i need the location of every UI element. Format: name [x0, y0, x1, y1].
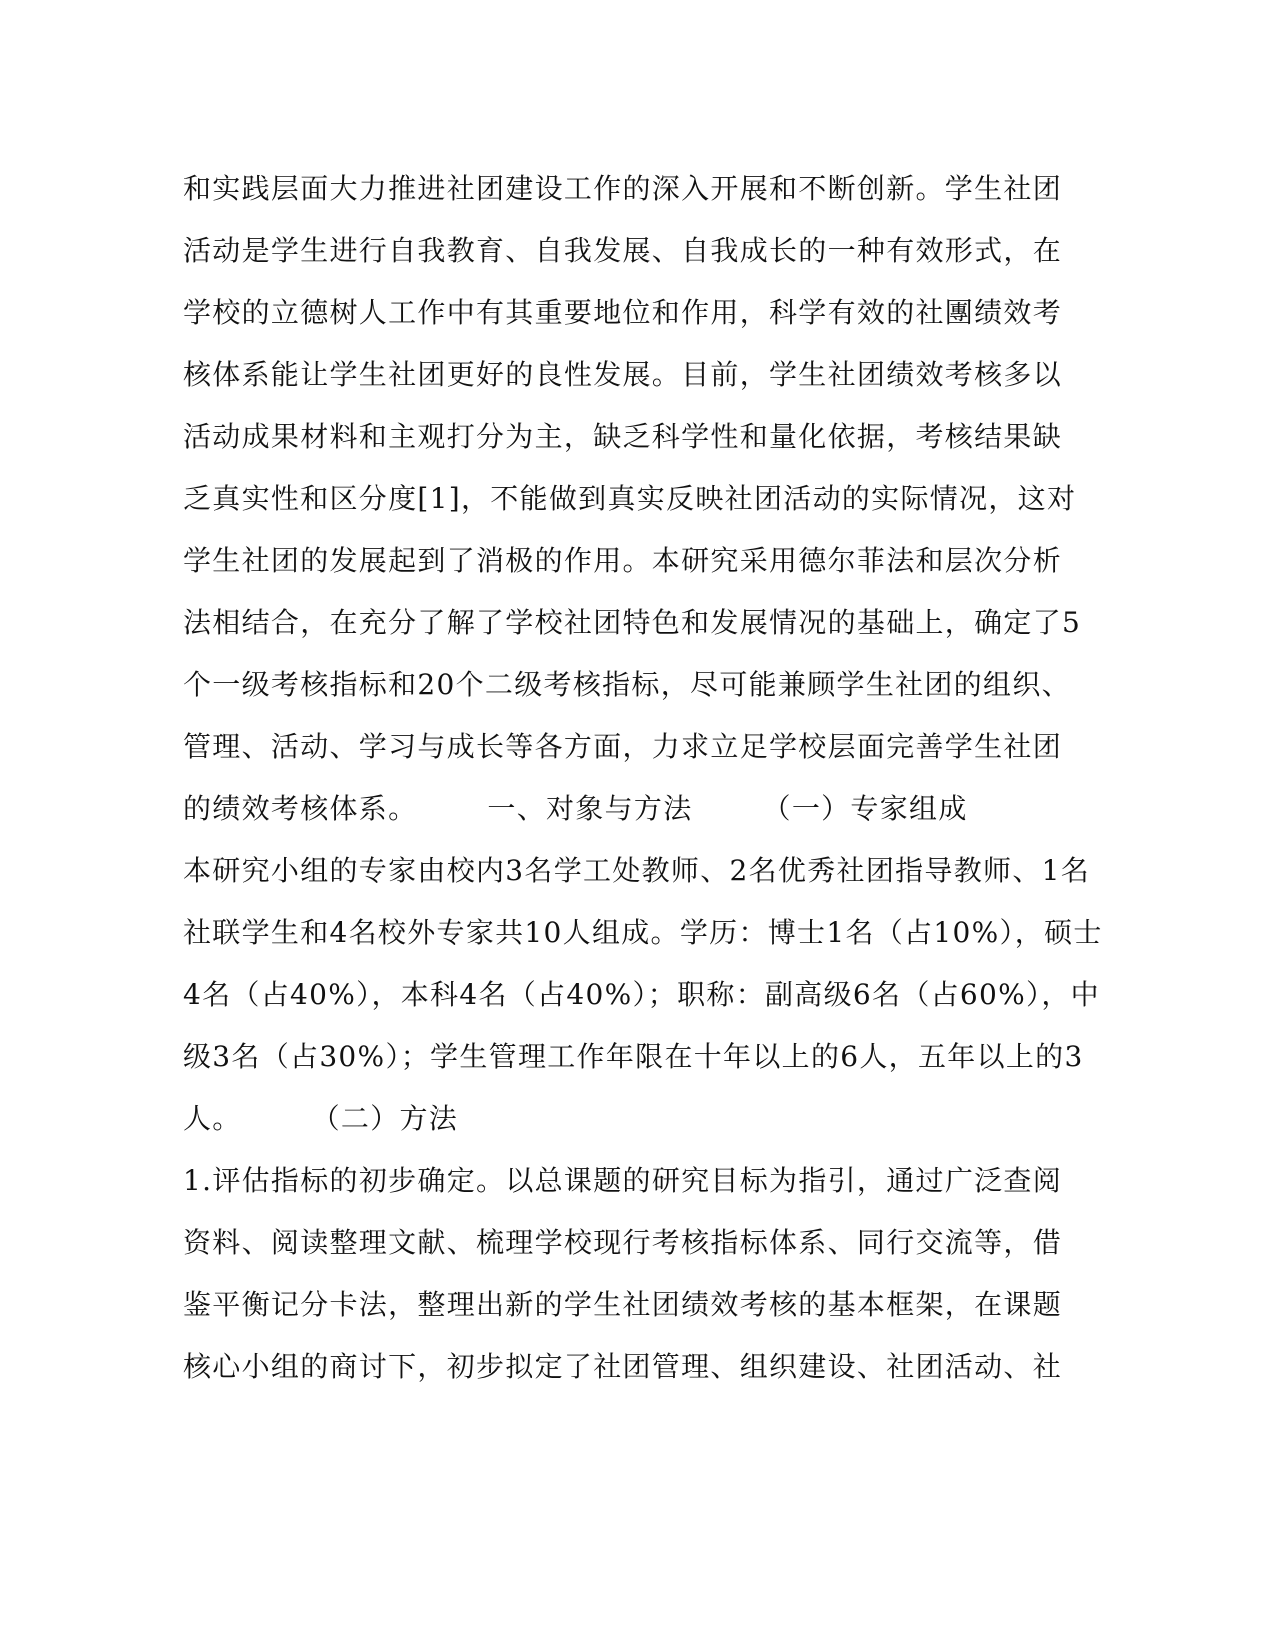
paragraph-line: 鉴平衡记分卡法，整理出新的学生社团绩效考核的基本框架，在课题 — [183, 1288, 1063, 1321]
paragraph-line: 法相结合，在充分了解了学校社团特色和发展情况的基础上，确定了5 — [183, 606, 1082, 639]
paragraph-line: 和实践层面大力推进社团建设工作的深入开展和不断创新。学生社团 — [183, 172, 1063, 205]
paragraph-line: 资料、阅读整理文献、梳理学校现行考核指标体系、同行交流等，借 — [183, 1226, 1063, 1259]
paragraph-line: 1.评估指标的初步确定。以总课题的研究目标为指引，通过广泛查阅 — [183, 1164, 1063, 1197]
paragraph-line: 个一级考核指标和20个二级考核指标，尽可能兼顾学生社团的组织、 — [183, 668, 1071, 701]
paragraph-line-with-heading — [183, 1088, 1063, 1150]
paragraph-line: 乏真实性和区分度[1]，不能做到真实反映社团活动的实际情况，这对 — [183, 482, 1077, 515]
paragraph-end-text: 人。 — [183, 1102, 242, 1135]
paragraph-line: 学校的立德树人工作中有其重要地位和作用，科学有效的社團绩效考 — [183, 296, 1063, 329]
paragraph-line: 级3名（占30%）；学生管理工作年限在十年以上的6人，五年以上的3 — [183, 1040, 1084, 1073]
paragraph-line: 管理、活动、学习与成长等各方面，力求立足学校层面完善学生社团 — [183, 730, 1063, 763]
section-heading: 一、对象与方法 — [487, 792, 693, 825]
paragraph-line: 4名（占40%），本科4名（占40%）；职称：副高级6名（占60%），中 — [183, 978, 1100, 1011]
paragraph-line: 学生社团的发展起到了消极的作用。本研究采用德尔菲法和层次分析 — [183, 544, 1063, 577]
paragraph-line: 活动是学生进行自我教育、自我发展、自我成长的一种有效形式，在 — [183, 234, 1063, 267]
subsection-heading: （二）方法 — [311, 1102, 459, 1135]
paragraph-line: 本研究小组的专家由校内3名学工处教师、2名优秀社团指导教师、1名 — [183, 854, 1091, 887]
paragraph-line: 社联学生和4名校外专家共10人组成。学历：博士1名（占10%），硕士 — [183, 916, 1103, 949]
paragraph-end-text: 的绩效考核体系。 — [183, 792, 418, 825]
paragraph-line-with-headings — [183, 778, 1063, 840]
paragraph-line: 核体系能让学生社团更好的良性发展。目前，学生社团绩效考核多以 — [183, 358, 1063, 391]
paragraph-line: 核心小组的商讨下，初步拟定了社团管理、组织建设、社团活动、社 — [183, 1350, 1063, 1383]
paragraph-line: 活动成果材料和主观打分为主，缺乏科学性和量化依据，考核结果缺 — [183, 420, 1063, 453]
body-text — [183, 158, 1103, 1398]
subsection-heading: （一）专家组成 — [762, 792, 968, 825]
